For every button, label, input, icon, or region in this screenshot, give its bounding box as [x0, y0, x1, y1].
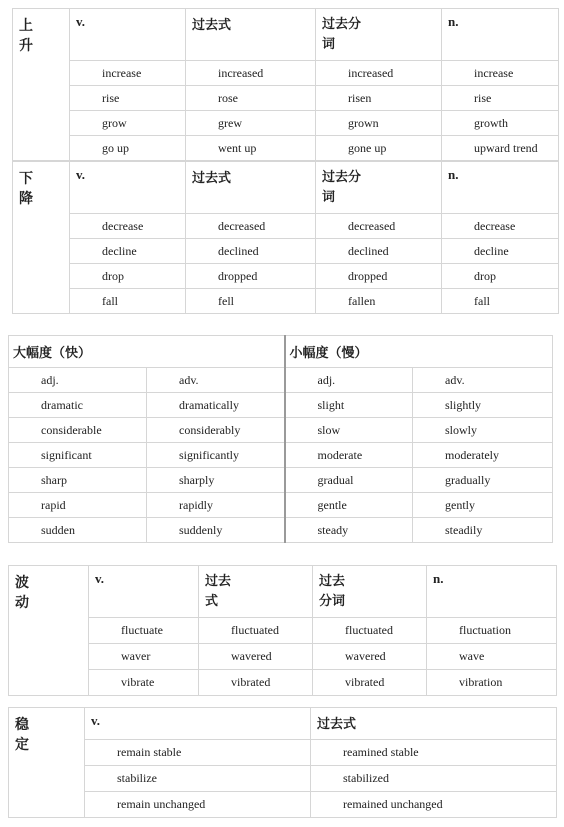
fall-header-v: v. [70, 162, 186, 214]
fluctuate-cell: fluctuated [313, 618, 427, 644]
table-row [9, 443, 553, 468]
fall-cell: fell [186, 289, 316, 314]
fall-table [12, 161, 559, 314]
rise-cell: increased [186, 61, 316, 86]
fall-cell: dropped [186, 264, 316, 289]
fall-cell: fall [442, 289, 559, 314]
degree-cell: gentle [285, 493, 413, 518]
fluctuate-cell: wave [427, 644, 557, 670]
fall-cell: drop [442, 264, 559, 289]
table-row [13, 111, 559, 136]
degree-cell: sudden [9, 518, 147, 543]
degree-sub-header: adj. [285, 368, 413, 393]
fluctuate-cell: fluctuate [89, 618, 199, 644]
table-row [9, 618, 557, 644]
rise-cell: increase [70, 61, 186, 86]
table-row [9, 670, 557, 696]
table-row [13, 61, 559, 86]
fluctuate-cell: waver [89, 644, 199, 670]
fall-cell: decreased [186, 214, 316, 239]
rise-cell: rose [186, 86, 316, 111]
fluctuate-cell: vibrated [313, 670, 427, 696]
table-row [9, 792, 557, 818]
table-row [13, 289, 559, 314]
degree-cell: sharply [147, 468, 285, 493]
fluctuate-cell: wavered [199, 644, 313, 670]
fall-cell: decreased [316, 214, 442, 239]
stable-cell: remained unchanged [311, 792, 557, 818]
table-row [9, 493, 553, 518]
rise-header-past: 过去式 [186, 9, 316, 61]
degree-sub-header: adv. [147, 368, 285, 393]
fall-cell: decrease [70, 214, 186, 239]
table-row [9, 518, 553, 543]
fluctuate-header-past: 过去 式 [199, 566, 313, 618]
table-row [13, 86, 559, 111]
fall-cell: drop [70, 264, 186, 289]
rise-cell: grow [70, 111, 186, 136]
degree-cell: dramatically [147, 393, 285, 418]
degree-table [8, 335, 553, 543]
rise-cell: gone up [316, 136, 442, 161]
degree-sub-header: adv. [413, 368, 553, 393]
degree-cell: steadily [413, 518, 553, 543]
degree-cell: slowly [413, 418, 553, 443]
degree-cell: significantly [147, 443, 285, 468]
fluctuate-side-label: 波 动 [9, 566, 89, 696]
table-row [9, 740, 557, 766]
table-row [9, 644, 557, 670]
table-row [9, 468, 553, 493]
fluctuate-cell: vibrate [89, 670, 199, 696]
fluctuate-table [8, 565, 557, 696]
fluctuate-cell: vibrated [199, 670, 313, 696]
degree-right-title: 小幅度（慢） [285, 336, 553, 368]
stable-table [8, 707, 557, 818]
degree-sub-header: adj. [9, 368, 147, 393]
degree-cell: gently [413, 493, 553, 518]
fall-header-pp: 过去分 词 [316, 162, 442, 214]
rise-header-v: v. [70, 9, 186, 61]
degree-cell: dramatic [9, 393, 147, 418]
table-row [13, 214, 559, 239]
rise-header-n: n. [442, 9, 559, 61]
fluctuate-header-n: n. [427, 566, 557, 618]
fluctuate-header-pp: 过去 分词 [313, 566, 427, 618]
table-row [9, 393, 553, 418]
fall-cell: fallen [316, 289, 442, 314]
fall-cell: decline [442, 239, 559, 264]
degree-left-title: 大幅度（快） [9, 336, 285, 368]
rise-cell: went up [186, 136, 316, 161]
rise-header-pp: 过去分 词 [316, 9, 442, 61]
rise-cell: upward trend [442, 136, 559, 161]
stable-cell: remain unchanged [85, 792, 311, 818]
fall-cell: decline [70, 239, 186, 264]
degree-cell: significant [9, 443, 147, 468]
rise-cell: risen [316, 86, 442, 111]
table-row [13, 264, 559, 289]
fluctuate-cell: fluctuated [199, 618, 313, 644]
stable-header-v: v. [85, 708, 311, 740]
degree-cell: moderately [413, 443, 553, 468]
stable-side-label: 稳 定 [9, 708, 85, 818]
rise-cell: grew [186, 111, 316, 136]
stable-cell: remain stable [85, 740, 311, 766]
degree-cell: rapidly [147, 493, 285, 518]
table-row [9, 418, 553, 443]
stable-cell: reamined stable [311, 740, 557, 766]
degree-cell: slow [285, 418, 413, 443]
degree-cell: suddenly [147, 518, 285, 543]
fall-cell: declined [186, 239, 316, 264]
table-row [9, 368, 553, 393]
stable-cell: stabilize [85, 766, 311, 792]
fluctuate-cell: vibration [427, 670, 557, 696]
degree-cell: gradually [413, 468, 553, 493]
fluctuate-cell: fluctuation [427, 618, 557, 644]
rise-cell: increase [442, 61, 559, 86]
rise-cell: grown [316, 111, 442, 136]
stable-header-past: 过去式 [311, 708, 557, 740]
fall-side-label: 下 降 [13, 162, 70, 314]
fall-header-past: 过去式 [186, 162, 316, 214]
rise-cell: rise [70, 86, 186, 111]
rise-cell: growth [442, 111, 559, 136]
degree-cell: rapid [9, 493, 147, 518]
degree-cell: sharp [9, 468, 147, 493]
fall-cell: dropped [316, 264, 442, 289]
stable-cell: stabilized [311, 766, 557, 792]
degree-cell: considerably [147, 418, 285, 443]
degree-cell: steady [285, 518, 413, 543]
fall-cell: fall [70, 289, 186, 314]
table-row [13, 136, 559, 161]
rise-cell: increased [316, 61, 442, 86]
fluctuate-cell: wavered [313, 644, 427, 670]
degree-cell: moderate [285, 443, 413, 468]
degree-cell: considerable [9, 418, 147, 443]
degree-cell: slight [285, 393, 413, 418]
rise-cell: rise [442, 86, 559, 111]
fall-cell: decrease [442, 214, 559, 239]
rise-side-label: 上 升 [13, 9, 70, 161]
table-row [13, 239, 559, 264]
rise-table [12, 8, 559, 161]
fall-header-n: n. [442, 162, 559, 214]
fluctuate-header-v: v. [89, 566, 199, 618]
degree-cell: gradual [285, 468, 413, 493]
rise-cell: go up [70, 136, 186, 161]
fall-cell: declined [316, 239, 442, 264]
table-row [9, 766, 557, 792]
degree-cell: slightly [413, 393, 553, 418]
